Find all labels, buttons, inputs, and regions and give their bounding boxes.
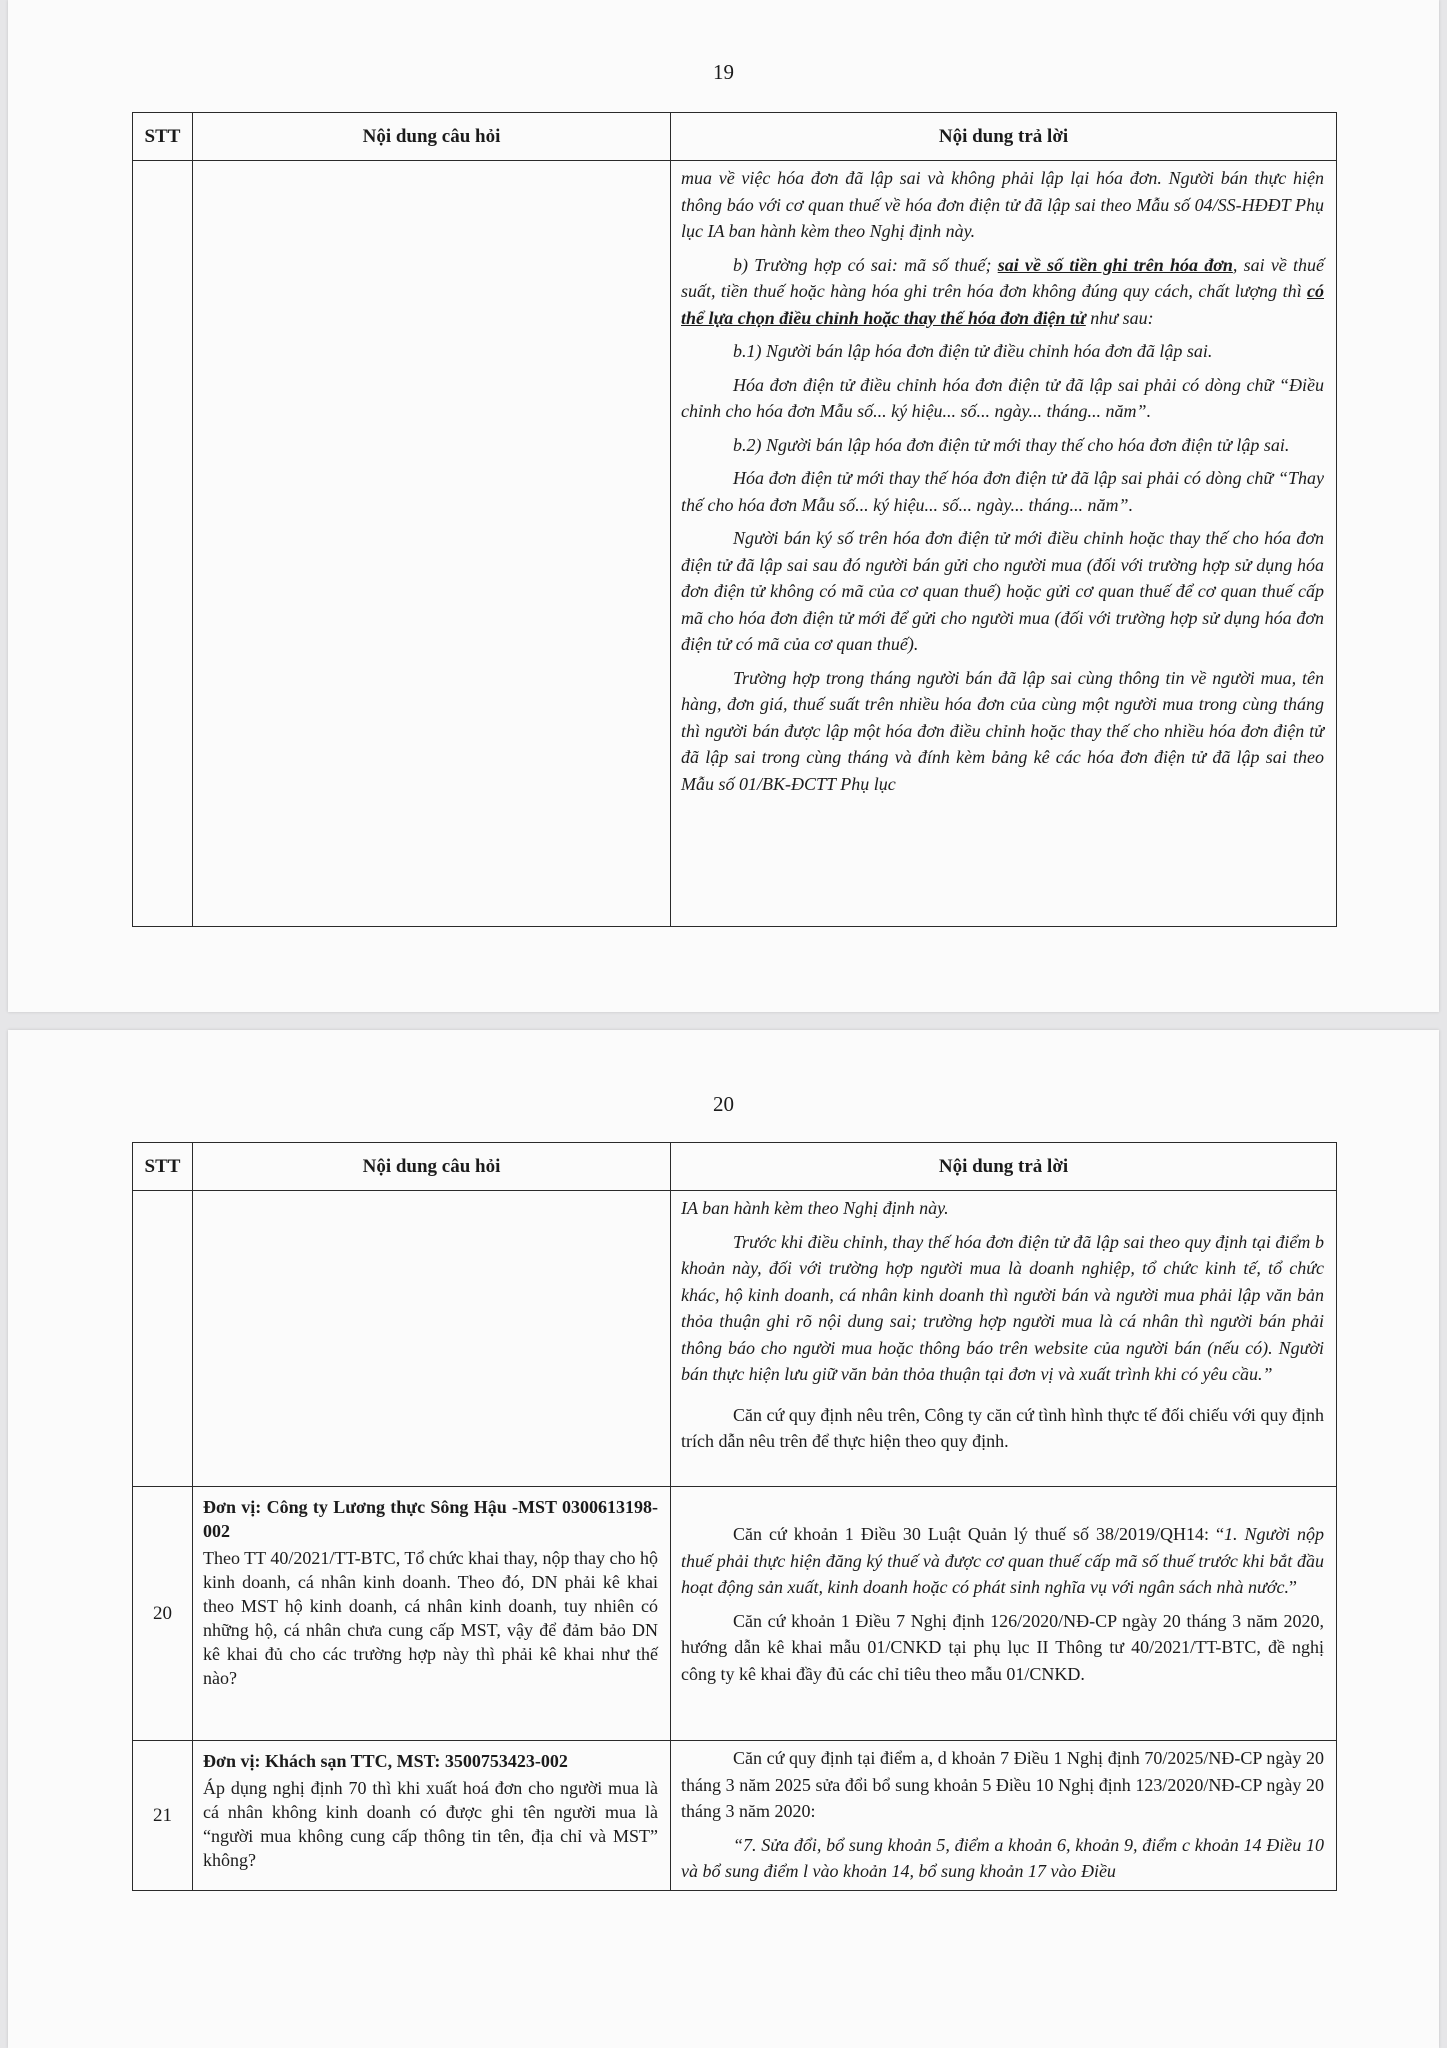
answer-paragraph: Căn cứ quy định nêu trên, Công ty căn cứ tình hình thực tế đối chiếu với quy định trích dẫn nêu trên để thực hiện theo quy định. [681, 1404, 1324, 1451]
page-number: 19 [713, 60, 734, 84]
answer-paragraph: b.1) Người bán lập hóa đơn điện tử điều chỉnh hóa đơn đã lập sai. [733, 341, 1213, 361]
header-answer: Nội dung trả lời [671, 1143, 1337, 1191]
unit-name: Đơn vị: Khách sạn TTC, MST: 3500753423-002 [203, 1751, 568, 1771]
header-answer: Nội dung trả lời [671, 113, 1337, 161]
answer-paragraph: Trường hợp trong tháng người bán đã lập sai cùng thông tin về người mua, tên hàng, đơn giá, thuế suất trên nhiều hóa đơn của cùng một người mua trong cùng tháng thì người bán được lập một hóa đơn điều chỉnh hoặc thay thế cho nhiều hóa đơn điện tử đã lập sai trong cùng tháng và đính kèm bảng kê các hóa đơn điện tử đã lập sai theo Mẫu số 01/BK-ĐCTT Phụ lục [681, 667, 1324, 794]
question-cell [193, 1487, 671, 1741]
unit-name: Đơn vị: Công ty Lương thực Sông Hậu -MST 0300613198-002 [203, 1497, 658, 1541]
text-span: Căn cứ khoản 1 Điều 30 Luật Quản lý thuế số 38/2019/QH14: “ [733, 1524, 1225, 1544]
underlined-text: có thể lựa chọn điều chỉnh hoặc thay thế hóa đơn điện tử [681, 281, 1324, 328]
stt-cell [133, 161, 193, 927]
table-row [133, 1487, 1337, 1741]
answer-paragraph: Trước khi điều chỉnh, thay thế hóa đơn điện tử đã lập sai theo quy định tại điểm b khoản này, đối với trường hợp người mua là doanh nghiệp, tổ chức kinh tế, tổ chức khác, hộ kinh doanh, cá nhân kinh doanh thì người bán và người mua phải lập văn bản thỏa thuận ghi rõ nội dung sai; trường hợp người mua là cá nhân thì người bán phải thông báo cho người mua hoặc thông báo trên website của người bán (nếu có). Người bán thực hiện lưu giữ văn bản thỏa thuận tại đơn vị và xuất trình khi có yêu cầu.” [681, 1231, 1324, 1384]
answer-paragraph [681, 252, 1324, 332]
question-text: Áp dụng nghị định 70 thì khi xuất hoá đơn cho người mua là cá nhân không kinh doanh có được ghi tên người mua là “người mua không cung cấp thông tin tên, địa chỉ và MST” không? [203, 1778, 658, 1870]
header-question: Nội dung câu hỏi [193, 1143, 671, 1191]
qa-table [132, 112, 1337, 927]
qa-table [132, 1142, 1337, 1891]
text-span: ” [1288, 1577, 1297, 1597]
answer-cell [671, 1487, 1337, 1741]
question-cell [193, 1741, 671, 1891]
header-stt: STT [133, 1143, 193, 1191]
stt-cell [133, 1191, 193, 1487]
answer-paragraph: Hóa đơn điện tử mới thay thế hóa đơn điện tử đã lập sai phải có dòng chữ “Thay thế cho hóa đơn Mẫu số... ký hiệu... số... ngày... tháng... năm”. [681, 468, 1324, 515]
document-page-20 [8, 1030, 1439, 2048]
text-span: , sai về thuế suất, tiền thuế hoặc hàng hóa ghi trên hóa đơn không đúng quy cách, chất lượng thì [681, 254, 1324, 301]
question-text: Theo TT 40/2021/TT-BTC, Tổ chức khai thay, nộp thay cho hộ kinh doanh, cá nhân kinh doanh. Theo đó, DN phải kê khai theo MST hộ kinh doanh, cá nhân kinh doanh, tuy nhiên có những hộ, cá nhân chưa cung cấp MST, vậy để đảm bảo DN kê khai đủ cho các trường hợp này thì phải kê khai như thế nào? [203, 1548, 658, 1688]
answer-paragraph: Căn cứ khoản 1 Điều 7 Nghị định 126/2020/NĐ-CP ngày 20 tháng 3 năm 2020, hướng dẫn kê khai mẫu 01/CNKD tại phụ lục II Thông tư 40/2021/TT-BTC, đề nghị công ty kê khai đầy đủ các chỉ tiêu theo mẫu 01/CNKD. [681, 1610, 1324, 1684]
answer-paragraph: Hóa đơn điện tử điều chỉnh hóa đơn điện tử đã lập sai phải có dòng chữ “Điều chỉnh cho hóa đơn Mẫu số... ký hiệu... số... ngày... tháng... năm”. [681, 374, 1324, 421]
stt-cell: 21 [133, 1741, 193, 1891]
answer-paragraph: b.2) Người bán lập hóa đơn điện tử mới thay thế cho hóa đơn điện tử lập sai. [733, 434, 1290, 455]
answer-cell [671, 1741, 1337, 1891]
answer-paragraph: Người bán ký số trên hóa đơn điện tử mới điều chỉnh hoặc thay thế cho hóa đơn điện tử đã lập sai sau đó người bán gửi cho người mua (đối với trường hợp sử dụng hóa đơn điện tử không có mã của cơ quan thuế) hoặc gửi cơ quan thuế để cơ quan thuế cấp mã cho hóa đơn điện tử mới để gửi cho người mua (đối với trường hợp sử dụng hóa đơn điện tử có mã của cơ quan thuế). [681, 528, 1324, 654]
answer-cell [671, 1191, 1337, 1487]
table-header-row [133, 1143, 1337, 1191]
header-stt: STT [133, 113, 193, 161]
table-row [133, 161, 1337, 927]
header-question: Nội dung câu hỏi [193, 113, 671, 161]
quoted-text: 1. Người nộp thuế phải thực hiện đăng ký thuế và được cơ quan thuế cấp mã số thuế trước khi bắt đầu hoạt động sản xuất, kinh doanh hoặc có phát sinh nghĩa vụ với ngân sách nhà nước. [681, 1524, 1324, 1597]
table-row [133, 1741, 1337, 1891]
question-cell [193, 161, 671, 927]
answer-cell [671, 161, 1337, 927]
table-row [133, 1191, 1337, 1487]
underlined-text: sai về số tiền ghi trên hóa đơn [997, 254, 1233, 275]
page-number: 20 [713, 1092, 734, 1116]
table-header-row [133, 113, 1337, 161]
stt-cell: 20 [133, 1487, 193, 1741]
question-cell [193, 1191, 671, 1487]
answer-paragraph: “7. Sửa đổi, bổ sung khoản 5, điểm a khoản 6, khoản 9, điểm c khoản 14 Điều 10 và bổ sung điểm l vào khoản 14, bổ sung khoản 17 vào Điều [681, 1834, 1324, 1881]
answer-paragraph: Căn cứ quy định tại điểm a, d khoản 7 Điều 1 Nghị định 70/2025/NĐ-CP ngày 20 tháng 3 năm 2025 sửa đổi bổ sung khoản 5 Điều 10 Nghị định 123/2020/NĐ-CP ngày 20 tháng 3 năm 2020: [681, 1748, 1324, 1821]
text-span: như sau: [1085, 307, 1154, 328]
answer-paragraph [681, 1521, 1324, 1601]
document-page-19 [8, 0, 1439, 1012]
answer-paragraph: IA ban hành kèm theo Nghị định này. [681, 1198, 949, 1218]
answer-paragraph: mua về việc hóa đơn đã lập sai và không phải lập lại hóa đơn. Người bán thực hiện thông báo với cơ quan thuế về hóa đơn điện tử đã lập sai theo Mẫu số 04/SS-HĐĐT Phụ lục IA ban hành kèm theo Nghị định này. [681, 168, 1324, 241]
text-span: b) Trường hợp có sai: mã số thuế; [733, 254, 998, 275]
